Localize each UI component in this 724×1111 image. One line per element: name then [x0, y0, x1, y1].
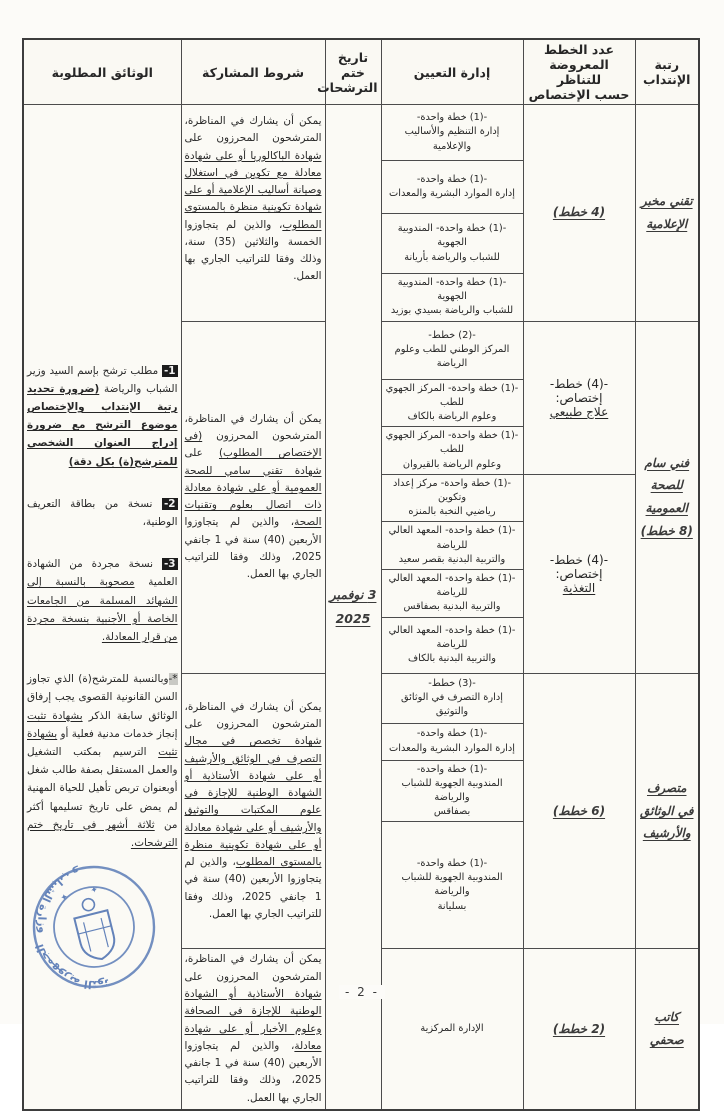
deadline-date: 3 نوفمبر 2025: [329, 587, 377, 626]
admin-cell: -(1) خطة واحدة- إدارة الموارد البشرية والمعدات: [381, 161, 523, 214]
admin-cell: -(1) خطة واحدة- المندوبية الجهوية للشباب والرياضة بسيدي بوزيد: [381, 274, 523, 322]
count-cell-nutrition: -(4) خطط- إختصاص: التغذية: [523, 474, 635, 673]
table-header-row: [23, 39, 699, 105]
admin-cell: -(1) خطة واحدة- المندوبية الجهوية للشباب والرياضة بسليانة: [381, 822, 523, 949]
conditions-text: يمكن أن يشارك في المناظرة، المترشحون المحرزون على شهادة تخصص في مجال التصرف في الوثائق والأرشيف أو على شهادة الأستاذية أو الشهادة الوطنية للإجازة في علوم المكتبات والتوثيق والأرشيف أو على شهادة معادلة أو على شهادة تكوينية منظرة بالمستوى المطلوب، والذين لم يتجاوزوا الأربعين (40) سنة في 1 جانفي 2025، وذلك وفقا للتراتيب الجاري بها العمل.: [184, 700, 322, 921]
conditions-cell-section3: [181, 673, 325, 949]
conditions-text: يمكن أن يشارك في المناظرة، المترشحون المحرزون على شهادة الأستاذية أو الشهادة الوطنية للإجازة في الصحافة وعلوم الأخبار أو على شهادة معادلة، والذين لم يتجاوزوا الأربعين (40) سنة في 1 جانفي 2025، وذلك وفقا للتراتيب الجاري بها العمل.: [184, 953, 322, 1104]
count-cell-6-posts: (6 خطط): [523, 673, 635, 949]
column-header-date: تاريخ ختم الترشحات: [325, 39, 381, 105]
recruitment-table: [22, 38, 700, 1111]
count-cell-physiotherapy: -(4) خطط- إختصاص: علاج طبيعي: [523, 321, 635, 474]
column-header-docs: الوثائق المطلوبة: [23, 39, 181, 105]
admin-cell: -(1) خطة واحدة- المعهد العالي للرياضة والتربية البدنية بصفاقس: [381, 570, 523, 618]
svg-text:✦: ✦: [89, 885, 100, 897]
svg-text:وزارة الشباب والرياضة: وزارة الشباب والرياضة: [12, 858, 82, 934]
admin-cell: -(1) خطة واحدة- المندوبية الجهوية للشباب والرياضة بأريانة: [381, 214, 523, 274]
admin-cell: -(3) خطط- إدارة التصرف في الوثائق والتوثيق: [381, 673, 523, 723]
rank-cell-lab-technician: تقني مخبر الإعلامية: [635, 105, 699, 322]
rank-cell-press-secretary: كاتب صحفي: [635, 949, 699, 1110]
doc-item-2: 2- نسخة من بطاقة التعريف الوطنية،: [27, 497, 178, 529]
rank-cell-archives-administrator: متصرف في الوثائق والأرشيف: [635, 673, 699, 949]
column-header-admin: إدارة التعيين: [381, 39, 523, 105]
admin-cell: -(1) خطة واحدة- إدارة الموارد البشرية والمعدات: [381, 723, 523, 760]
admin-cell: -(2) خطط- المركز الوطني للطب وعلوم الرياضة: [381, 321, 523, 379]
column-header-count: عدد الخطط المعروضة للتناظر حسب الإختصاص: [523, 39, 635, 105]
admin-cell: -(1) خطة واحدة- المركز الجهوي للطب وعلوم الرياضة بالقيروان: [381, 427, 523, 475]
admin-cell: -(1) خطة واحدة- إدارة التنظيم والأساليب والإعلامية: [381, 105, 523, 161]
conditions-text: يمكن أن يشارك في المناظرة، المترشحون المحرزون (في الإختصاص المطلوب) على شهادة تقني سامي للصحة العمومية أو على شهادة معادلة ذات اتصال بعلوم وتقنيات الصحة، والذين لم يتجاوزوا الأربعين (40) سنة في 1 جانفي 2025، وذلك وفقا للتراتيب الجاري بها العمل.: [184, 412, 322, 581]
count-cell-4-posts: (4 خطط): [523, 105, 635, 322]
doc-item-3: 3- نسخة مجردة من الشهادة العلمية مصحوبة بالنسبة إلى الشهائد المسلمة من الجامعات الخاصة أو الأجنبية بنسخة مجردة من قرار المعادلة.: [27, 558, 178, 644]
admin-cell: -(1) خطة واحدة- المعهد العالي للرياضة والتربية البدنية بقصر سعيد: [381, 522, 523, 570]
conditions-cell-section2: [181, 321, 325, 673]
admin-cell: -(1) خطة واحدة- مركز إعداد وتكوين رياضيي النخبة بالمنزه: [381, 474, 523, 522]
admin-cell: -(1) خطة واحدة- المركز الجهوي للطب وعلوم الرياضة بالكاف: [381, 379, 523, 427]
rank-cell-health-technician: فني سام للصحة العمومية (8 خطط): [635, 321, 699, 673]
page-number: - 2 -: [339, 985, 385, 999]
svg-text:الجمهورية التونسية: الجمهورية التونسية: [12, 858, 110, 992]
column-header-rank: رتبة الإنتداب: [635, 39, 699, 105]
table-row: [23, 105, 699, 161]
conditions-cell-section4: [181, 949, 325, 1110]
count-cell-2-posts: (2 خطط): [523, 949, 635, 1110]
conditions-text: يمكن أن يشارك في المناظرة، المترشحون المحرزون على شهادة الباكالوريا أو على شهادة معادلة مع تكوين في استغلال وصيانة أساليب الإعلامية أو على شهادة تكوينية منظرة بالمستوى المطلوب، والذين لم يتجاوزوا الخمسة والثلاثين (35) سنة، وذلك وفقا للتراتيب الجاري بها العمل.: [184, 115, 322, 283]
column-header-conditions: شروط المشاركة: [181, 39, 325, 105]
conditions-cell-section1: [181, 105, 325, 322]
doc-note-age-limit: *-وبالنسبة للمترشح(ة) الذي تجاوز السن القانونية القصوى يجب إرفاق الوثائق سابقة الذكر بشهادة تثبت إنجاز خدمات مدنية فعلية أو بشهادة تثبت الترسيم بمكتب التشغيل والعمل المستقل بصفة طالب شغل أوبعنوان تربص تأهيل للحياة المهنية لم يمض على تاريخ تسليمها أكثر من ثلاثة أشهر في تاريخ ختم الترشحات.: [27, 673, 178, 850]
doc-item-1: 1- مطلب ترشح بإسم السيد وزير الشباب والرياضة (ضرورة تحديد رتبة الإنتداب والإختصاص موضوع الترشح مع ضرورة إدراج العنوان الشخصي للمترشح(ة) بكل دقة): [27, 364, 178, 468]
docs-cell: [23, 105, 181, 1110]
admin-cell: -(1) خطة واحدة- المندوبية الجهوية للشباب والرياضة بصفاقس: [381, 760, 523, 822]
admin-cell: الإدارة المركزية: [381, 949, 523, 1110]
deadline-cell: [325, 105, 381, 1110]
svg-text:✦: ✦: [59, 892, 70, 905]
admin-cell: -(1) خطة واحدة- المعهد العالي للرياضة والتربية البدنية بالكاف: [381, 617, 523, 673]
